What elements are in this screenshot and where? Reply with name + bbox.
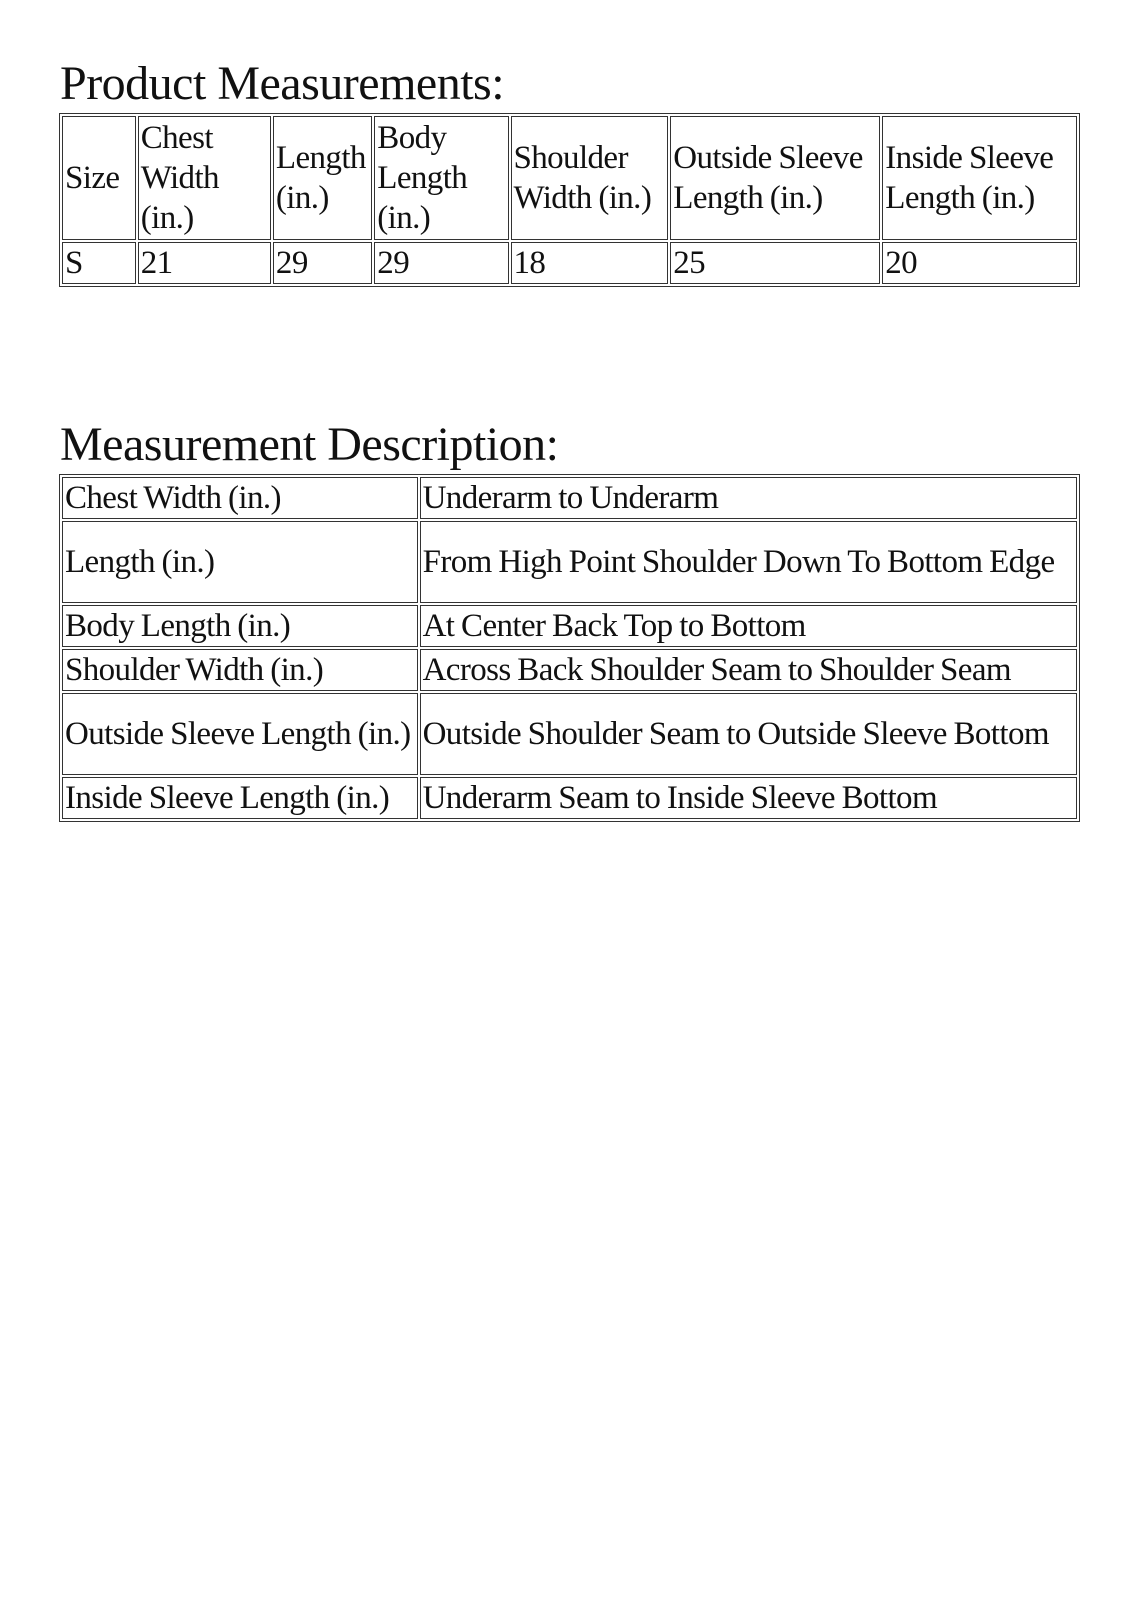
measurement-description-table	[59, 474, 1080, 822]
measurement-description-title: Measurement Description:	[60, 418, 559, 471]
header-cell-size: Size	[62, 116, 136, 240]
cell-chest-width: 21	[138, 242, 271, 284]
cell-length: 29	[273, 242, 372, 284]
measurement-desc-cell: Underarm Seam to Inside Sleeve Bottom	[420, 777, 1077, 819]
table-row	[62, 649, 1077, 691]
cell-body-length: 29	[374, 242, 508, 284]
header-cell-shoulder-width: Shoulder Width (in.)	[511, 116, 669, 240]
header-cell-length: Length (in.)	[273, 116, 372, 240]
measurement-name-cell: Chest Width (in.)	[62, 477, 418, 519]
product-measurements-table	[59, 113, 1080, 287]
cell-inside-sleeve-length: 20	[882, 242, 1077, 284]
measurement-name-cell: Body Length (in.)	[62, 605, 418, 647]
cell-shoulder-width: 18	[511, 242, 669, 284]
measurement-desc-cell: At Center Back Top to Bottom	[420, 605, 1077, 647]
measurement-desc-cell: From High Point Shoulder Down To Bottom Edge	[420, 521, 1077, 603]
cell-outside-sleeve-length: 25	[670, 242, 880, 284]
table-row	[62, 693, 1077, 775]
measurement-name-cell: Shoulder Width (in.)	[62, 649, 418, 691]
table-row	[62, 521, 1077, 603]
table-row	[62, 242, 1077, 284]
header-cell-body-length: Body Length (in.)	[374, 116, 508, 240]
header-cell-outside-sleeve-length: Outside Sleeve Length (in.)	[670, 116, 880, 240]
measurement-name-cell: Outside Sleeve Length (in.)	[62, 693, 418, 775]
cell-size: S	[62, 242, 136, 284]
header-cell-chest-width: Chest Width (in.)	[138, 116, 271, 240]
table-header-row	[62, 116, 1077, 240]
measurement-desc-cell: Underarm to Underarm	[420, 477, 1077, 519]
header-cell-inside-sleeve-length: Inside Sleeve Length (in.)	[882, 116, 1077, 240]
table-row	[62, 777, 1077, 819]
measurement-desc-cell: Across Back Shoulder Seam to Shoulder Seam	[420, 649, 1077, 691]
table-row	[62, 605, 1077, 647]
table-row	[62, 477, 1077, 519]
measurement-desc-cell: Outside Shoulder Seam to Outside Sleeve Bottom	[420, 693, 1077, 775]
measurement-name-cell: Inside Sleeve Length (in.)	[62, 777, 418, 819]
measurement-name-cell: Length (in.)	[62, 521, 418, 603]
product-measurements-title: Product Measurements:	[60, 57, 505, 110]
